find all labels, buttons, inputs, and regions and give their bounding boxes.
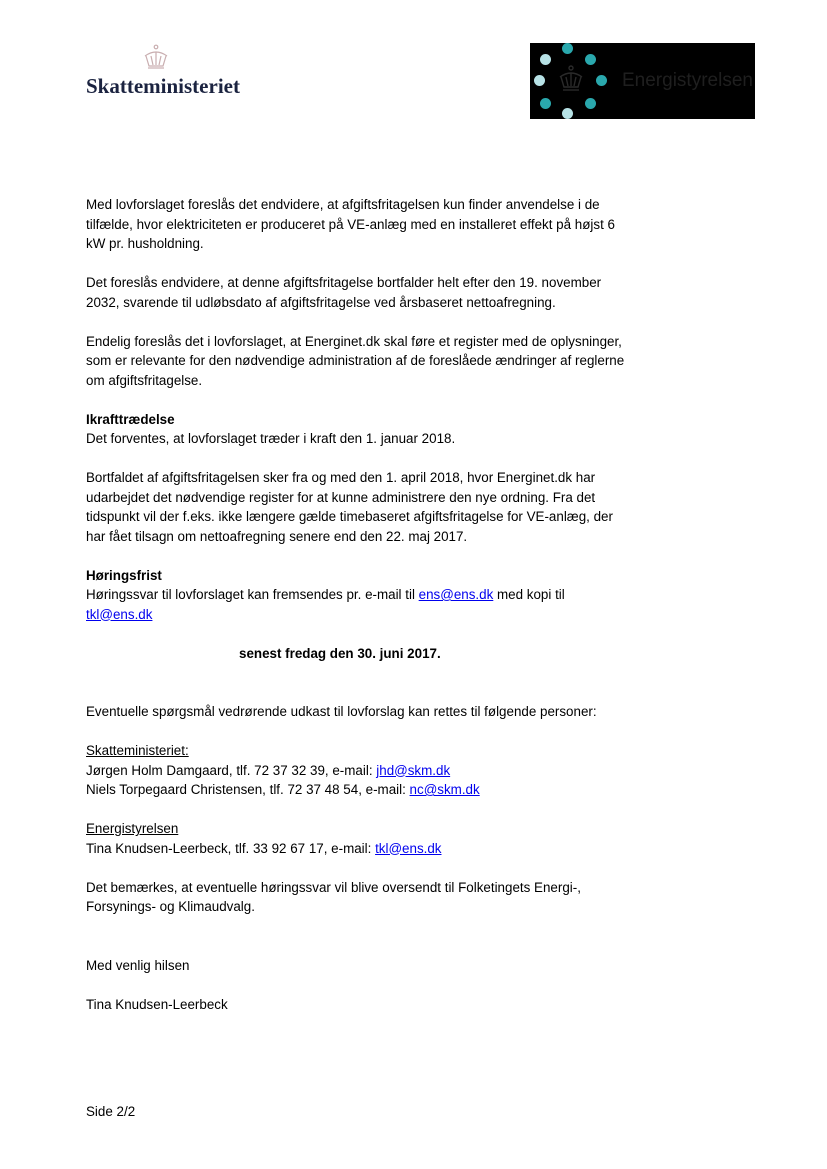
contact-jhd [86, 761, 631, 781]
logo-dot [585, 54, 596, 65]
logo-dot [596, 75, 607, 86]
paragraph-bortfald-2018: Bortfaldet af afgiftsfritagelsen sker fra og med den 1. april 2018, hvor Energinet.dk har udarbejdet det nødvendige register for at kunne administrere den nye ordning. Fra det tidspunkt vil der f.eks. ikke længere gælde timebaseret afgiftsfritagelse for VE-anlæg, der har fået tilsagn om nettoafregning senere end den 22. maj 2017. [86, 470, 613, 544]
email-link-nc[interactable]: nc@skm.dk [409, 782, 480, 797]
logo-dot [534, 75, 545, 86]
heading-skatteministeriet: Skatteministeriet: [86, 743, 189, 758]
logo-dot [562, 108, 573, 119]
heading-horingsfrist: Høringsfrist [86, 567, 162, 583]
paragraph-register: Endelig foreslås det i lovforslaget, at Energinet.dk skal føre et register med de oplysninger, som er relevante for den nødvendige administration af de foreslåede ændringer af reglerne om afgiftsfritagelse. [86, 333, 625, 388]
contact-tkl-text: Tina Knudsen-Leerbeck, tlf. 33 92 67 17, e-mail: [86, 840, 376, 856]
greeting: Med venlig hilsen [86, 957, 190, 973]
paragraph-note: Det bemærkes, at eventuelle høringssvar vil blive oversendt til Folketingets Energi-, Forsynings- og Klimaudvalg. [86, 879, 581, 914]
paragraph-bortfald-2032: Det foreslås endvidere, at denne afgiftsfritagelse bortfalder helt efter den 19. november 2032, svarende til udløbsdato af afgiftsfritagelse ved årsbaseret nettoafregning. [86, 275, 602, 310]
paragraph-horingsfrist [86, 585, 631, 624]
paragraph-ikrafttraedelse: Det forventes, at lovforslaget træder i kraft den 1. januar 2018. [86, 431, 456, 446]
contact-tkl [86, 839, 631, 859]
page-number: Side 2/2 [86, 1104, 136, 1119]
logo-dot [562, 43, 573, 54]
email-link-ens[interactable]: ens@ens.dk [418, 587, 494, 602]
deadline-text: senest fredag den 30. juni 2017. [239, 645, 441, 661]
contact-nc-text: Niels Torpegaard Christensen, tlf. 72 37 48 54, e-mail: [86, 782, 410, 797]
letter-body [86, 195, 631, 1014]
horing-text-copy: med kopi til [493, 587, 565, 602]
energistyrelsen-logo-text: Energistyrelsen [622, 70, 753, 91]
paragraph-afgiftsfritagelse: Med lovforslaget foreslås det endvidere, at afgiftsfritagelsen kun finder anvendelse i de tilfælde, hvor elektriciteten er produceret på VE-anlæg med en installeret effekt på højst 6 kW pr. husholdning. [86, 197, 615, 251]
email-link-tkl[interactable]: tkl@ens.dk [86, 606, 153, 622]
energistyrelsen-logo [530, 43, 755, 119]
skatteministeriet-logo-text: Skatteministeriet [86, 74, 240, 98]
logo-dot [540, 54, 551, 65]
contact-jhd-text: Jørgen Holm Damgaard, tlf. 72 37 32 39, e-mail: [86, 762, 377, 778]
skatteministeriet-logo [86, 44, 266, 100]
heading-energistyrelsen: Energistyrelsen [86, 821, 179, 836]
email-link-jhd[interactable]: jhd@skm.dk [376, 762, 451, 778]
logo-dot [540, 98, 551, 109]
paragraph-questions: Eventuelle spørgsmål vedrørende udkast til lovforslag kan rettes til følgende personer: [86, 704, 597, 719]
heading-ikrafttraedelse: Ikrafttrædelse [86, 411, 175, 427]
contact-nc [86, 780, 631, 800]
crown-icon [141, 44, 171, 71]
horing-text: Høringssvar til lovforslaget kan fremsendes pr. e-mail til [86, 587, 419, 602]
email-link-tkl-contact[interactable]: tkl@ens.dk [375, 840, 442, 856]
crown-icon [556, 65, 586, 93]
signature: Tina Knudsen-Leerbeck [86, 996, 228, 1012]
logo-dot [585, 98, 596, 109]
